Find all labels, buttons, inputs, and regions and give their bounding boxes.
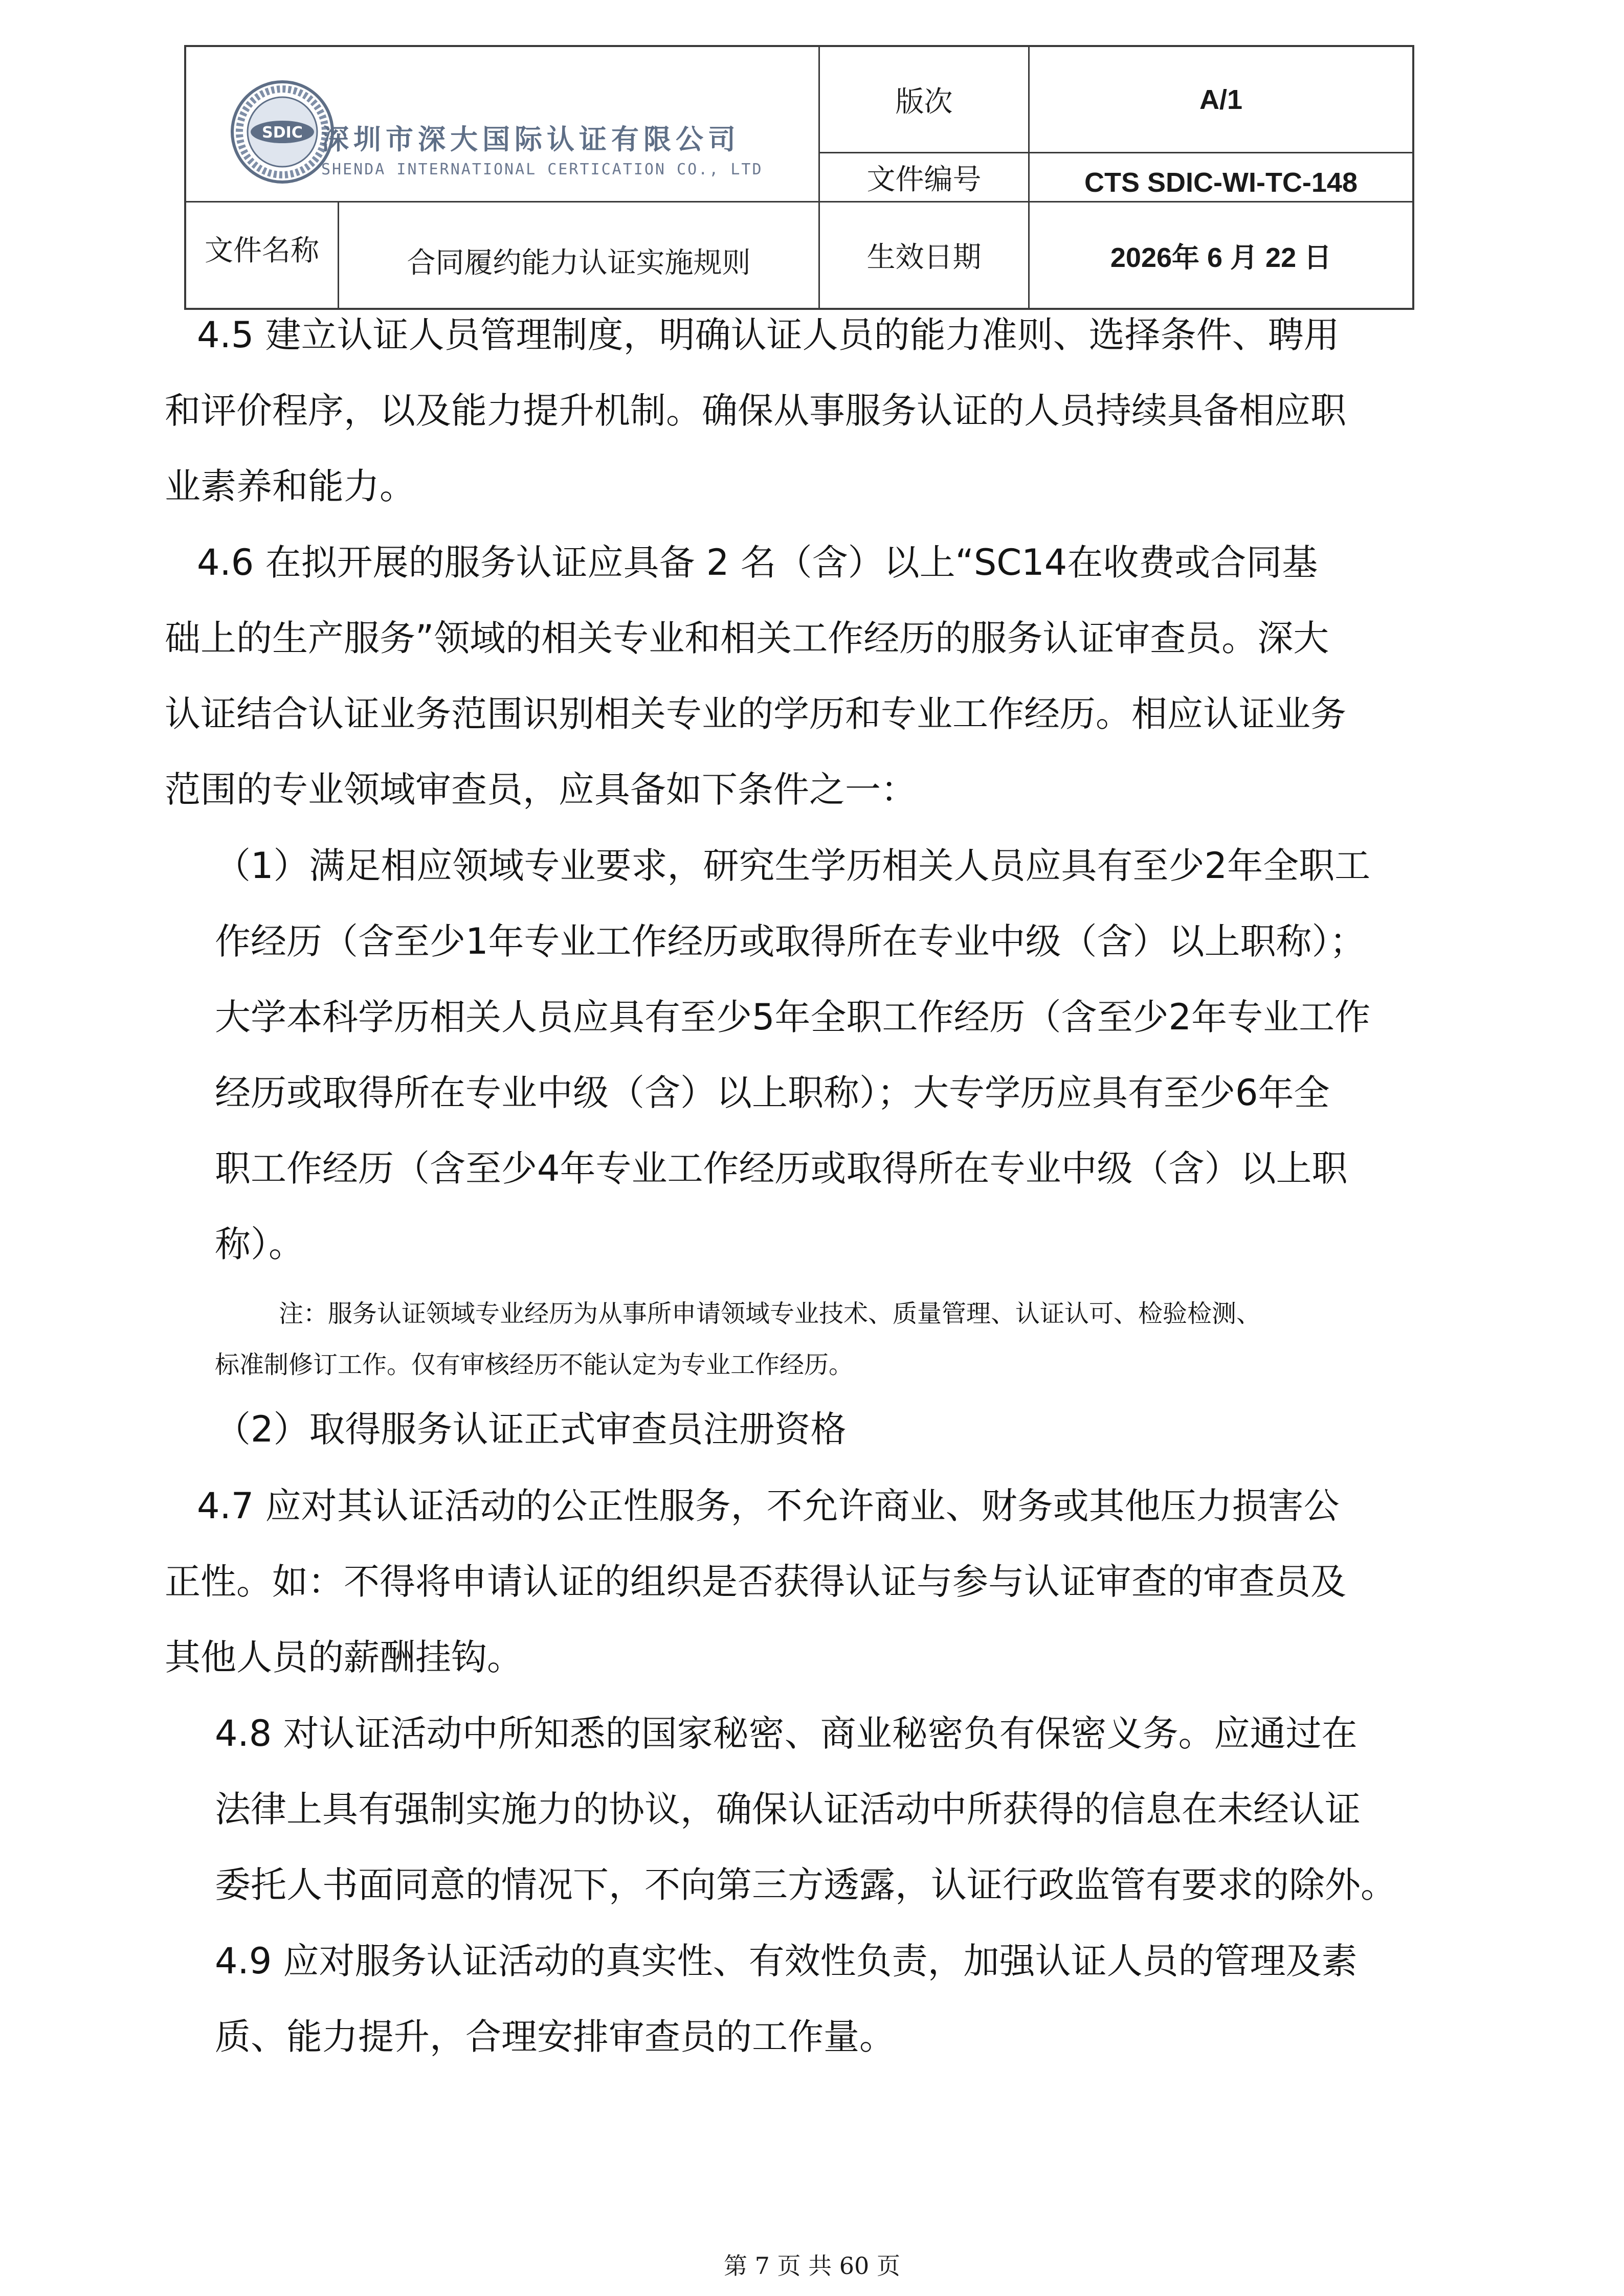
list-item-line: 大学本科学历相关人员应具有至少5年全职工作经历（含至少2年专业工作: [215, 996, 1371, 1038]
list-item-line: 作经历（含至少1年专业工作经历或取得所在专业中级（含）以上职称）；: [215, 920, 1366, 962]
paragraph-line: 础上的生产服务”领域的相关专业和相关工作经历的服务认证审查员。深大: [165, 617, 1329, 659]
effective-date-value: 2026年 6 月 22 日: [1110, 242, 1332, 273]
list-item-line: 职工作经历（含至少4年专业工作经历或取得所在专业中级（含）以上职: [215, 1147, 1348, 1189]
company-name-en: SHENDA INTERNATIONAL CERTICATION CO., LTD: [321, 161, 763, 178]
list-item-line: 称）。: [215, 1223, 304, 1265]
paragraph-line: 其他人员的薪酬挂钩。: [165, 1636, 523, 1678]
page-number: 第 7 页 共 60 页: [724, 2252, 900, 2280]
note-line: 标准制修订工作。仅有审核经历不能认定为专业工作经历。: [215, 1350, 854, 1379]
doc-name-value: 合同履约能力认证实施规则: [407, 246, 751, 280]
doc-number-value: CTS SDIC-WI-TC-148: [1084, 167, 1358, 198]
emblem-text: SDIC: [262, 124, 303, 142]
note-line: 注：服务认证领域专业经历为从事所申请领域专业技术、质量管理、认证认可、检验检测、: [279, 1299, 1261, 1328]
paragraph-line: 业素养和能力。: [165, 465, 415, 507]
doc-name-label: 文件名称: [205, 234, 319, 267]
paragraph-line: 4.9 应对服务认证活动的真实性、有效性负责，加强认证人员的管理及素: [215, 1940, 1358, 1982]
list-item-line: 经历或取得所在专业中级（含）以上职称）；大专学历应具有至少6年全: [215, 1072, 1330, 1114]
table-border-right: [1412, 45, 1414, 310]
sdic-emblem-icon: [230, 80, 335, 185]
paragraph-line: 认证结合认证业务范围识别相关专业的学历和专业工作经历。相应认证业务: [165, 693, 1346, 735]
list-item-line: （1）满足相应领域专业要求，研究生学历相关人员应具有至少2年全职工: [215, 845, 1371, 887]
table-border-bottom: [184, 308, 1414, 310]
paragraph-line: 法律上具有强制实施力的协议，确保认证活动中所获得的信息在未经认证: [215, 1788, 1361, 1830]
paragraph-line: 质、能力提升，合理安排审查员的工作量。: [215, 2016, 895, 2058]
paragraph-line: 范围的专业领域审查员，应具备如下条件之一：: [165, 769, 917, 811]
paragraph-line: 4.6 在拟开展的服务认证应具备 2 名（含）以上“SC14在收费或合同基: [197, 542, 1318, 583]
version-label: 版次: [895, 85, 953, 119]
paragraph-line: 4.7 应对其认证活动的公正性服务，不允许商业、财务或其他压力损害公: [197, 1485, 1340, 1527]
paragraph-line: 委托人书面同意的情况下，不向第三方透露，认证行政监管有要求的除外。: [215, 1864, 1396, 1906]
company-logo: [230, 76, 895, 188]
paragraph-line: 正性。如：不得将申请认证的组织是否获得认证与参与认证审查的审查员及: [165, 1561, 1346, 1603]
paragraph-line: 4.8 对认证活动中所知悉的国家秘密、商业秘密负有保密义务。应通过在: [215, 1713, 1358, 1754]
company-name-cn: 深圳市深大国际认证有限公司: [321, 123, 740, 155]
effective-date-label: 生效日期: [866, 241, 982, 274]
paragraph-line: 4.5 建立认证人员管理制度，明确认证人员的能力准则、选择条件、聘用: [197, 314, 1340, 356]
paragraph-line: 和评价程序，以及能力提升机制。确保从事服务认证的人员持续具备相应职: [165, 390, 1346, 432]
condition-item-2: （2）取得服务认证正式审查员注册资格: [215, 1408, 847, 1450]
document-header-table: [184, 45, 1414, 310]
version-value: A/1: [1199, 84, 1243, 115]
doc-number-label: 文件编号: [866, 163, 982, 196]
